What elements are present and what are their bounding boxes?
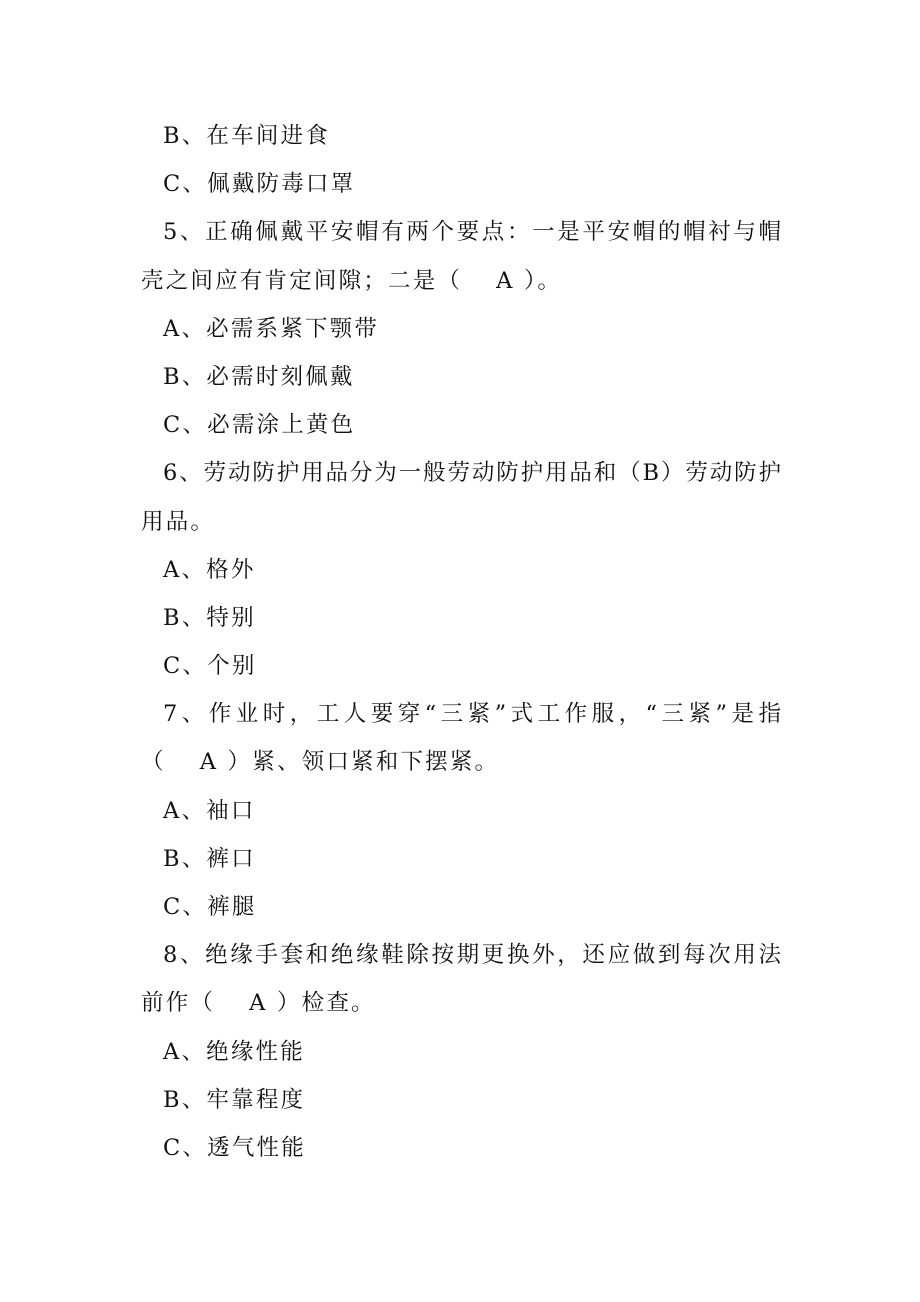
option-b-q4: B、在车间进食 — [163, 123, 330, 149]
question-8-line-2: 前作（ A ）检查。 — [141, 990, 376, 1017]
option-c-q4: C、佩戴防毒口罩 — [163, 171, 356, 198]
option-c-q5: C、必需涂上黄色 — [163, 412, 356, 439]
question-6-line-2: 用品。 — [141, 508, 216, 535]
question-7-line-2: （ A ）紧、领口紧和下摆紧。 — [141, 749, 500, 776]
option-b-q5: B、必需时刻佩戴 — [163, 363, 355, 390]
question-5-line-1: 5、正确佩戴平安帽有两个要点：一是平安帽的帽衬与帽 — [163, 219, 781, 246]
option-a-q7: A、袖口 — [163, 797, 256, 824]
question-5-line-2: 壳之间应有肯定间隙；二是（ A ）。 — [141, 267, 563, 294]
option-c-q7: C、裤腿 — [163, 894, 257, 920]
option-b-q6: B、特别 — [163, 604, 256, 631]
option-b-q8: B、牢靠程度 — [163, 1086, 306, 1113]
option-c-q8: C、透气性能 — [163, 1134, 306, 1161]
question-list — [141, 112, 781, 1172]
question-6-line-1: 6、劳动防护用品分为一般劳动防护用品和（B）劳动防护 — [163, 460, 781, 487]
question-8-line-1: 8、绝缘手套和绝缘鞋除按期更换外，还应做到每次用法 — [163, 942, 781, 969]
option-c-q6: C、个别 — [163, 653, 257, 680]
option-a-q5: A、必需系紧下颚带 — [163, 315, 380, 342]
option-a-q6: A、格外 — [163, 556, 256, 583]
option-b-q7: B、裤口 — [163, 845, 256, 872]
question-7-line-1: 7、作业时，工人要穿“三紧”式工作服，“三紧”是指 — [163, 701, 781, 728]
option-a-q8: A、绝缘性能 — [163, 1038, 305, 1065]
